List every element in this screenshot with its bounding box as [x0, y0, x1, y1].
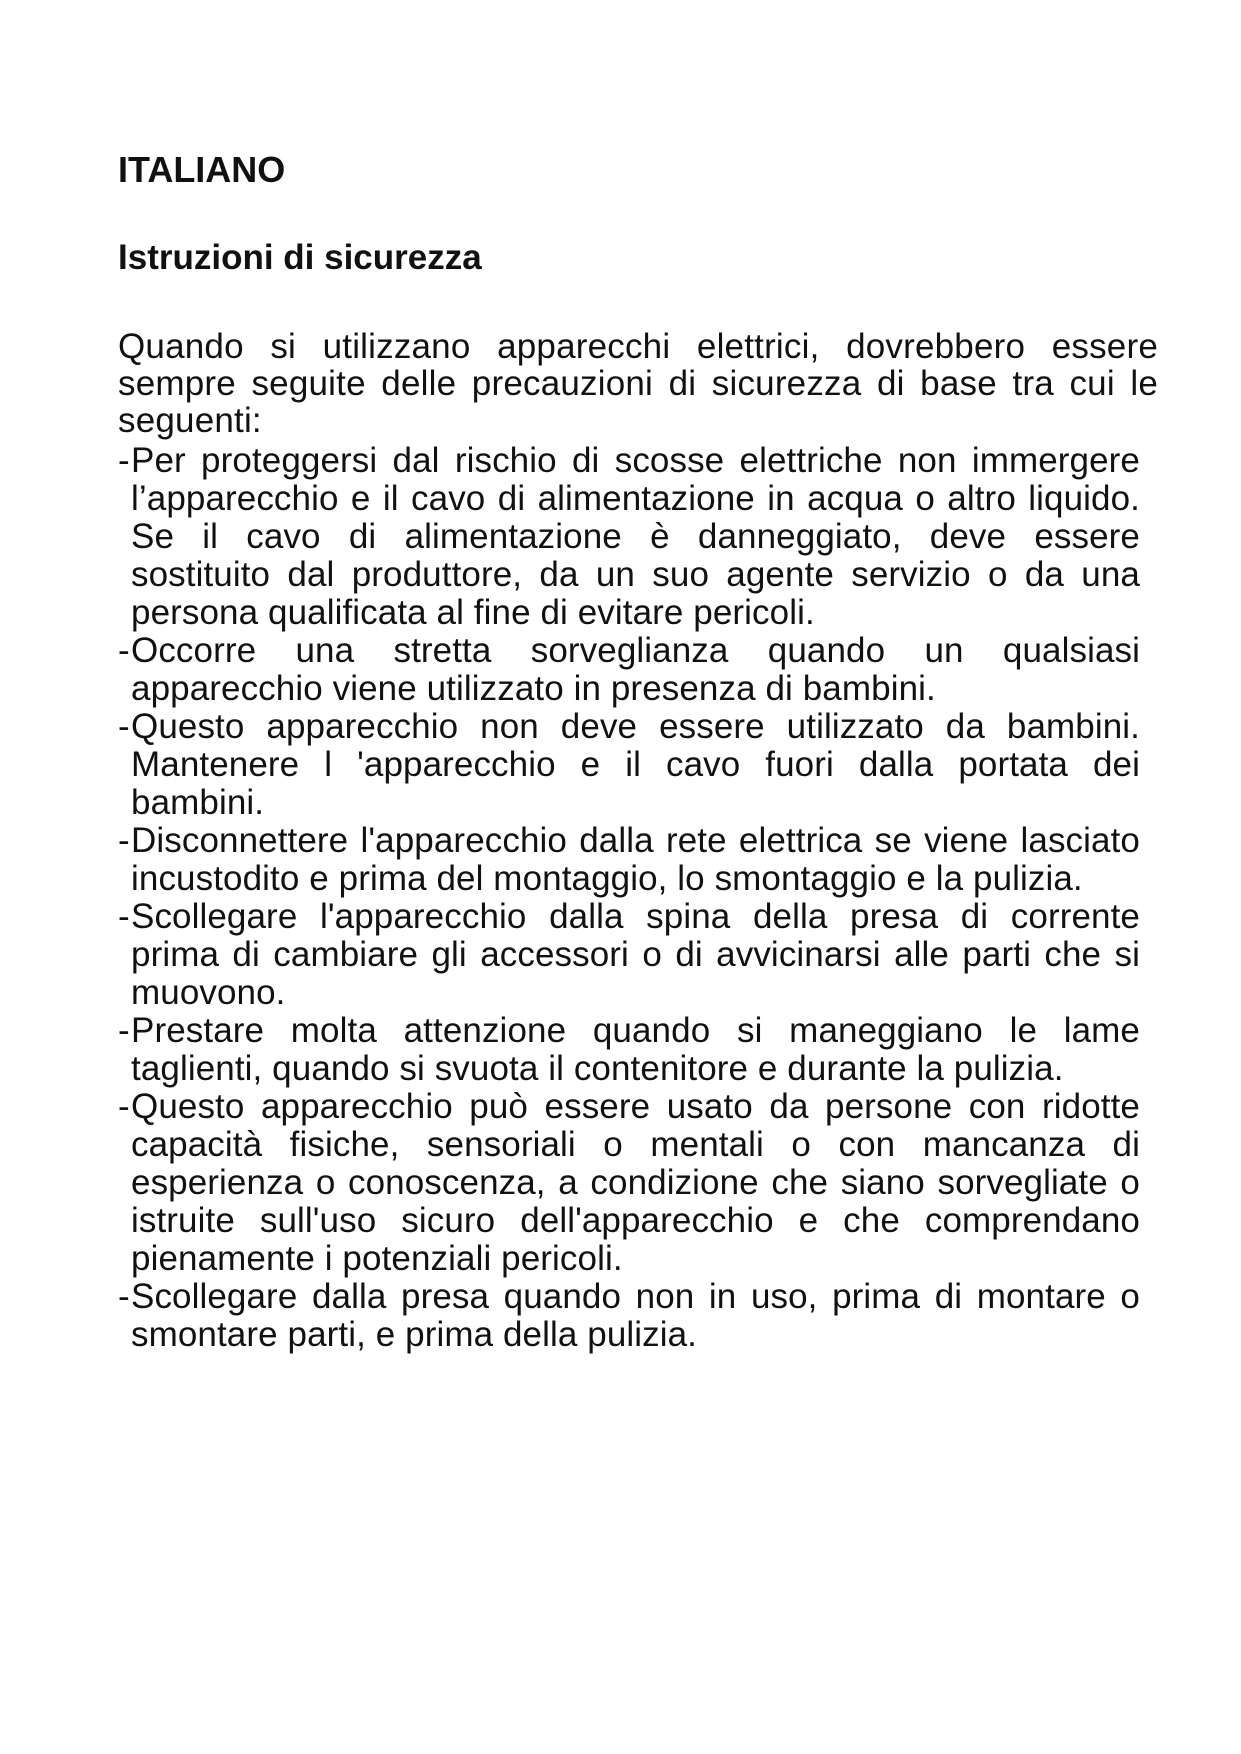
- bullet-dash: -: [118, 897, 130, 936]
- list-item: [118, 1088, 1140, 1278]
- language-heading: ITALIANO: [118, 149, 286, 190]
- list-item: [118, 442, 1140, 632]
- bullet-dash: -: [118, 1011, 130, 1050]
- bullet-dash: -: [118, 441, 130, 480]
- rule-text: Questo apparecchio non deve essere utilizzato da bambini. Mantenere l 'apparecchio e il cavo fuori dalla portata dei bambini.: [131, 707, 1140, 822]
- intro-paragraph: Quando si utilizzano apparecchi elettrici, dovrebbero essere sempre seguite delle precauzioni di sicurezza di base tra cui le seguenti:: [118, 327, 1158, 440]
- bullet-dash: -: [118, 631, 130, 670]
- list-item: [118, 898, 1140, 1012]
- manual-page: [118, 148, 1158, 1354]
- bullet-dash: -: [118, 1277, 130, 1316]
- rule-text: Prestare molta attenzione quando si maneggiano le lame taglienti, quando si svuota il contenitore e durante la pulizia.: [131, 1011, 1140, 1088]
- bullet-dash: -: [118, 1087, 130, 1126]
- section-heading: Istruzioni di sicurezza: [118, 238, 482, 277]
- rule-text: Per proteggersi dal rischio di scosse elettriche non immergere l’apparecchio e il cavo di alimentazione in acqua o altro liquido. Se il cavo di alimentazione è danneggiato, deve essere sostituito dal produttore, da un suo agente servizio o da una persona qualificata al fine di evitare pericoli.: [131, 441, 1140, 632]
- rule-text: Scollegare dalla presa quando non in uso, prima di montare o smontare parti, e prima della pulizia.: [131, 1277, 1140, 1354]
- list-item: [118, 632, 1140, 708]
- rule-text: Scollegare l'apparecchio dalla spina della presa di corrente prima di cambiare gli accessori o di avvicinarsi alle parti che si muovono.: [131, 897, 1140, 1012]
- rule-text: Occorre una stretta sorveglianza quando un qualsiasi apparecchio viene utilizzato in presenza di bambini.: [131, 631, 1140, 708]
- list-item: [118, 822, 1140, 898]
- list-item: [118, 708, 1140, 822]
- list-item: [118, 1278, 1140, 1354]
- bullet-dash: -: [118, 707, 130, 746]
- list-item: [118, 1012, 1140, 1088]
- rule-text: Disconnettere l'apparecchio dalla rete elettrica se viene lasciato incustodito e prima del montaggio, lo smontaggio e la pulizia.: [131, 821, 1140, 898]
- safety-rules-list: [118, 442, 1140, 1354]
- rule-text: Questo apparecchio può essere usato da persone con ridotte capacità fisiche, sensoriali o mentali o con mancanza di esperienza o conoscenza, a condizione che siano sorvegliate o istruite sull'uso sicuro dell'apparecchio e che comprendano pienamente i potenziali pericoli.: [131, 1087, 1140, 1278]
- bullet-dash: -: [118, 821, 130, 860]
